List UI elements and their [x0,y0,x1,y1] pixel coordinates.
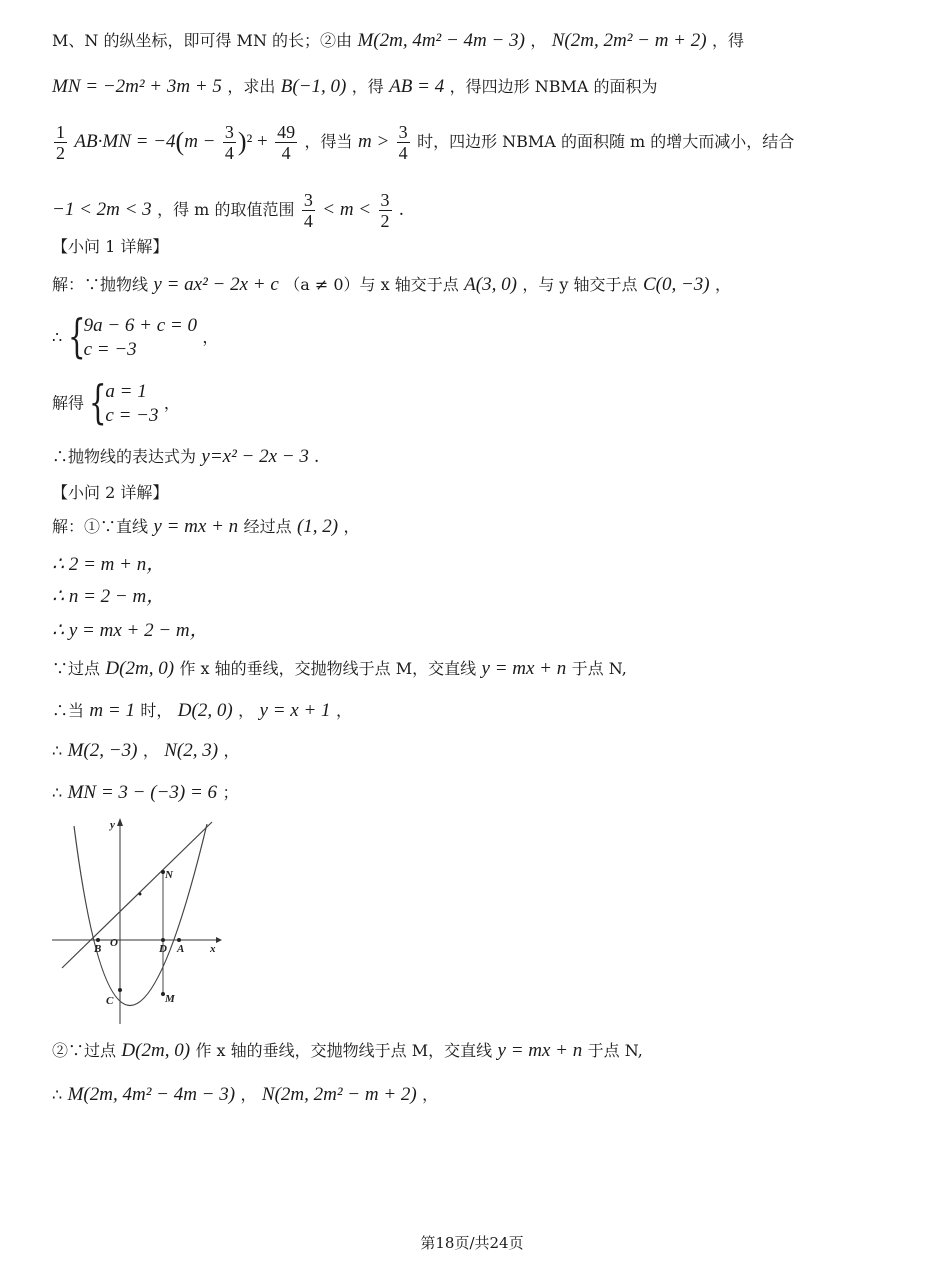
text: ∴抛物线的表达式为 [52,447,197,466]
text: ， [202,327,219,347]
system-row: c = −3 [105,405,159,426]
text: ， [715,275,732,294]
math: m = 1 [89,700,135,721]
paren: ( [175,127,185,156]
text: ， [530,31,547,50]
frac-den: 4 [224,143,234,163]
text: M、N 的纵坐标，即可得 MN 的长；②由 [52,31,353,50]
text-line-14 [52,700,352,722]
text: ， [422,1085,439,1104]
brace-system [67,309,197,363]
text: ， [240,1085,257,1104]
frac-num: 1 [56,122,65,142]
parabola-curve [74,824,207,1006]
frac-num: 3 [224,122,234,142]
equation-system-2 [52,375,180,429]
brace: { [67,309,86,363]
label-M: M [165,993,175,1005]
label-O: O [110,937,118,949]
text-line-5 [52,274,731,296]
frac-den: 4 [398,143,408,163]
text: 经过点 [243,517,292,536]
frac-num: 3 [380,190,390,210]
frac-num: 49 [277,122,296,142]
therefore: ∴ [52,783,63,802]
text: 时，四边形 NBMA 的面积随 m 的增大而减小，结合 [417,132,795,151]
math: B(−1, 0) [280,76,347,97]
text: 于点 N, [587,1041,643,1060]
text: ， [223,741,240,760]
math: N(2m, 2m² − m + 2) [261,1084,417,1105]
math: A(3, 0) [464,274,517,295]
math: C(0, −3) [642,274,710,295]
text: 解得 [52,393,85,413]
fraction [379,190,392,231]
text-line-10: ∴ 2 = m + n， [52,554,166,575]
text: ，求出 [227,77,276,96]
text-line-15 [52,740,239,762]
math: . [314,446,320,467]
brace: { [89,375,107,429]
text-line-9 [52,516,360,538]
system-row: 9a − 6 + c = 0 [83,315,197,336]
text: ，与 y 轴交于点 [522,275,638,294]
label-A: A [177,943,185,955]
text: ，得当 [304,132,353,151]
math: D(2, 0) [177,700,233,721]
math: D(2m, 0) [121,1040,191,1061]
text: ②∵过点 [52,1041,117,1060]
therefore: ∴ [52,327,63,347]
frac-den: 4 [281,143,291,163]
math: y = mx + n [153,516,239,537]
text-line-13 [52,658,627,680]
section-heading-1: 【小问 1 详解】 [52,237,169,256]
point-C [118,988,122,992]
label-C: C [106,995,114,1007]
frac-num: 3 [398,122,408,142]
equation-system-1 [52,309,219,363]
math: M(2m, 4m² − 4m − 3) [357,30,525,51]
frac-den: 2 [56,143,65,163]
brace-system [89,375,159,429]
text: 于点 N, [571,659,627,678]
text-line-16 [52,782,238,804]
fraction [302,190,315,231]
math: ² + [246,131,268,152]
text: ∴当 [52,701,85,720]
point-B [96,938,100,942]
text-line-2 [52,76,658,98]
point-A [177,938,181,942]
math: D(2m, 0) [105,658,175,679]
math: . [398,199,404,220]
point-on-line [139,893,142,896]
y-axis-arrow [117,818,123,826]
paren: ) [237,127,247,156]
system-row: c = −3 [83,339,137,360]
fraction [397,122,410,163]
math: m > [357,131,390,152]
text-line-11: ∴ n = 2 − m， [52,586,166,607]
x-axis-arrow [216,937,222,943]
text-line-12: ∴ y = mx + 2 − m， [52,620,209,641]
math: y = ax² − 2x + c [153,274,279,295]
text-line-1 [52,30,744,52]
point-D [161,938,165,942]
text: ，得 [712,31,745,50]
text: ， [335,701,352,720]
math: M(2, −3) [67,740,138,761]
text-line-8 [52,446,319,468]
math: N(2, 3) [164,740,219,761]
frac-den: 4 [303,211,313,231]
text: 作 x 轴的垂线，交抛物线于点 M，交直线 [179,659,477,678]
label-y: y [110,819,115,831]
fraction [275,122,297,163]
text-line-17 [52,1040,643,1062]
text: ，得 m 的取值范围 [157,200,295,219]
math: MN = 3 − (−3) = 6 [67,782,218,803]
math: m − [184,131,216,152]
text: 解：∵抛物线 [52,275,149,294]
text: ， [163,393,180,413]
therefore: ∴ [52,1085,63,1104]
text: ； [222,783,239,802]
math: y=x² − 2x − 3 [201,446,309,467]
math: y = x + 1 [259,700,331,721]
math: −1 < 2m < 3 [52,199,152,220]
text-line-4 [52,190,404,231]
text: ， [142,741,159,760]
label-x: x [210,943,216,955]
math: AB·MN = −4 [74,131,176,152]
frac-den: 2 [380,211,390,231]
section-heading-2: 【小问 2 详解】 [52,483,169,502]
label-B: B [94,943,102,955]
math: N(2m, 2m² − m + 2) [551,30,707,51]
math: M(2m, 4m² − 4m − 3) [67,1084,236,1105]
math: y = mx + n [497,1040,583,1061]
parabola-line-graph [52,818,222,1024]
text: ，得四边形 NBMA 的面积为 [449,77,658,96]
text: ，得 [351,77,384,96]
text: ∵过点 [52,659,101,678]
label-N: N [165,869,173,881]
text: 时， [140,701,173,720]
label-D: D [159,943,167,955]
text: 解：①∵直线 [52,517,149,536]
math: AB = 4 [389,76,445,97]
page-footer: 第18页/共24页 [420,1234,524,1252]
math: < m < [322,199,372,220]
text-line-3 [52,122,794,163]
therefore: ∴ [52,741,63,760]
fraction [223,122,236,163]
text: ， [238,701,255,720]
frac-num: 3 [303,190,313,210]
system-row: a = 1 [105,381,147,402]
math: (1, 2) [296,516,339,537]
text: （a ≠ 0）与 x 轴交于点 [284,275,459,294]
text-line-18 [52,1084,438,1106]
text: ， [343,517,360,536]
math: y = mx + n [481,658,567,679]
math: MN = −2m² + 3m + 5 [52,76,222,97]
fraction [54,122,67,163]
text: 作 x 轴的垂线，交抛物线于点 M，交直线 [195,1041,493,1060]
